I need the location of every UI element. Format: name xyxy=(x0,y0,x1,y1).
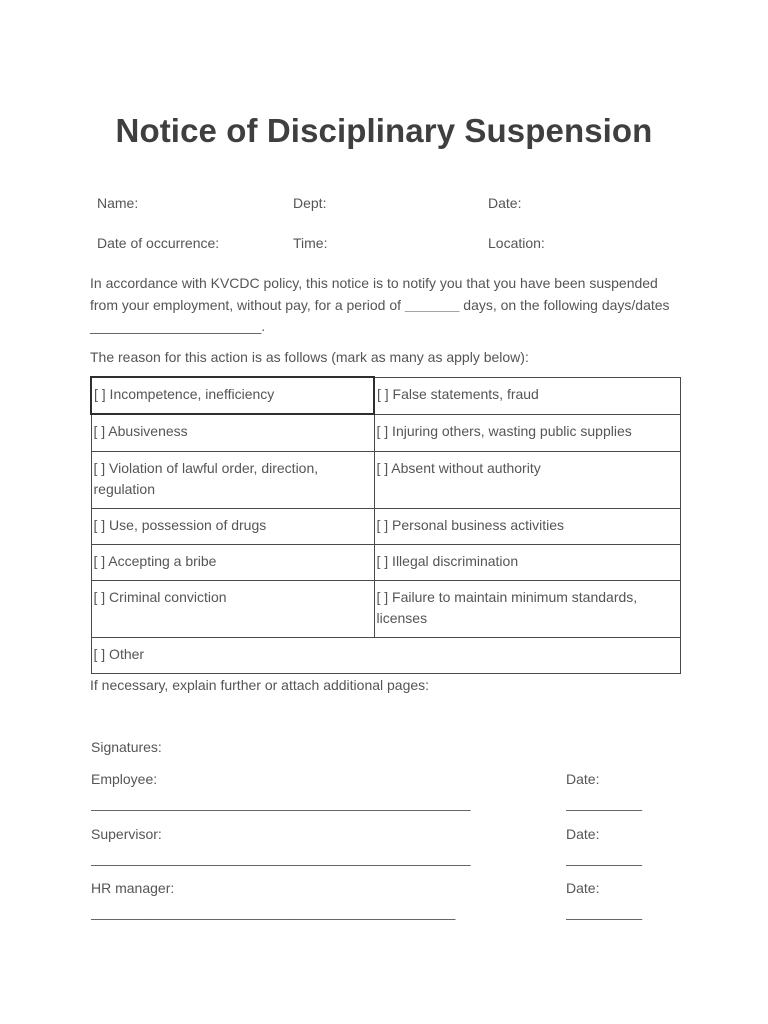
employee-label: Employee: xyxy=(91,771,158,787)
signatures-heading: Signatures: xyxy=(91,739,162,755)
table-row xyxy=(91,580,680,637)
date-of-occurrence-label: Date of occurrence: xyxy=(97,235,220,251)
employee-date-line: __________ xyxy=(566,795,642,811)
reason-drugs: [ ] Use, possession of drugs xyxy=(91,508,374,544)
hr-date-label: Date: xyxy=(566,880,600,896)
days-blank: _______ xyxy=(404,296,460,313)
notice-paragraph xyxy=(90,273,680,338)
explain-text: If necessary, explain further or attach additional pages: xyxy=(90,677,430,693)
supervisor-label: Supervisor: xyxy=(91,826,162,842)
reason-abusiveness: [ ] Abusiveness xyxy=(91,414,374,451)
supervisor-signature-line: __________________________________________________ xyxy=(91,850,471,866)
reason-incompetence: [ ] Incompetence, inefficiency xyxy=(91,377,374,414)
reason-injuring-others: [ ] Injuring others, wasting public supplies xyxy=(374,414,680,451)
reason-other: [ ] Other xyxy=(91,637,680,673)
reason-criminal-conviction: [ ] Criminal conviction xyxy=(91,580,374,637)
reason-intro: The reason for this action is as follows (mark as many as apply below): xyxy=(90,349,529,365)
supervisor-date-line: __________ xyxy=(566,850,642,866)
reason-false-statements: [ ] False statements, fraud xyxy=(374,377,680,414)
reasons-table xyxy=(90,376,681,674)
hr-signature-line: ________________________________________________ xyxy=(91,904,456,920)
reason-discrimination: [ ] Illegal discrimination xyxy=(374,544,680,580)
location-field-label: Location: xyxy=(488,235,545,251)
reason-personal-business: [ ] Personal business activities xyxy=(374,508,680,544)
dept-field-label: Dept: xyxy=(293,195,327,211)
supervisor-date-label: Date: xyxy=(566,826,600,842)
time-field-label: Time: xyxy=(293,235,328,251)
reason-absent: [ ] Absent without authority xyxy=(374,451,680,508)
name-field-label: Name: xyxy=(97,195,139,211)
reason-bribe: [ ] Accepting a bribe xyxy=(91,544,374,580)
dates-blank: ______________________ xyxy=(90,318,262,334)
notice-text-1: In accordance with KVCDC policy, this notice is to notify you that you have been suspended from your employment, without pay, for a period of xyxy=(90,275,658,313)
employee-date-label: Date: xyxy=(566,771,600,787)
hr-date-line: __________ xyxy=(566,904,642,920)
table-row xyxy=(91,544,680,580)
reason-failure-standards: [ ] Failure to maintain minimum standards, licenses xyxy=(374,580,680,637)
table-row xyxy=(91,451,680,508)
table-row xyxy=(91,637,680,673)
table-row xyxy=(91,414,680,451)
employee-signature-line: __________________________________________________ xyxy=(91,795,471,811)
table-row xyxy=(91,377,680,414)
notice-text-3: . xyxy=(261,318,266,334)
date-field-label: Date: xyxy=(488,195,522,211)
document-title: Notice of Disciplinary Suspension xyxy=(115,112,653,149)
table-row xyxy=(91,508,680,544)
hr-manager-label: HR manager: xyxy=(91,880,175,896)
reason-violation-order: [ ] Violation of lawful order, direction, regulation xyxy=(91,451,374,508)
notice-text-2: days, on the following days/dates xyxy=(459,296,670,313)
